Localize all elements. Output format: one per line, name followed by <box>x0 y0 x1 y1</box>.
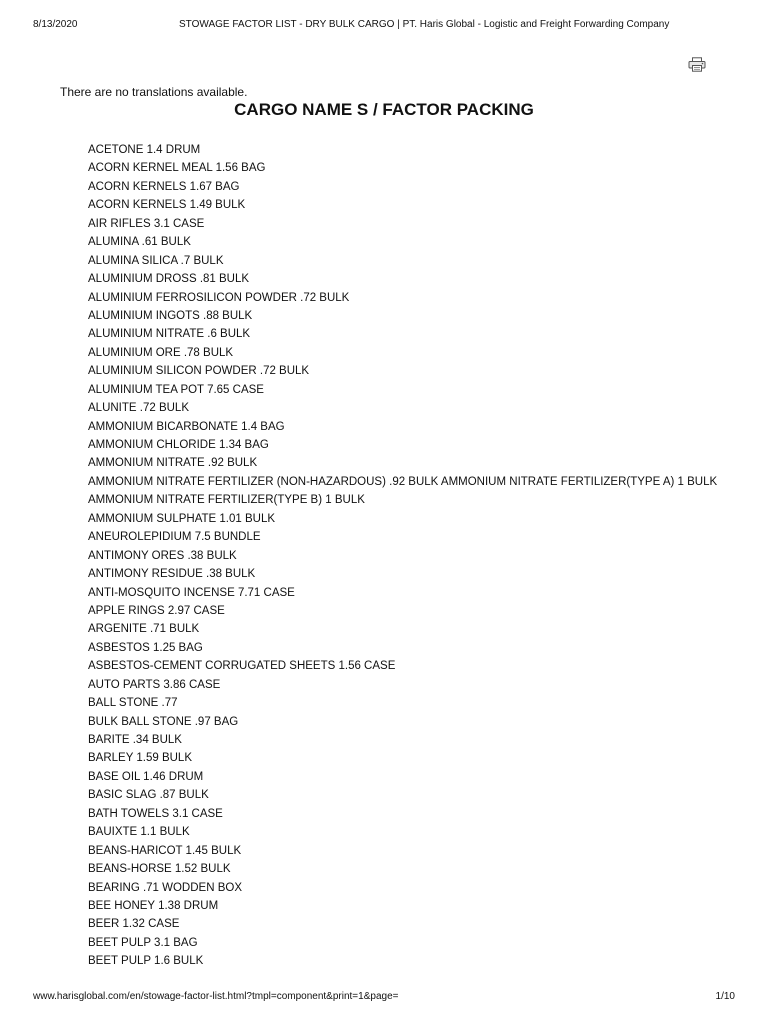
print-date: 8/13/2020 <box>33 19 78 30</box>
list-item: ANTIMONY RESIDUE .38 BULK <box>88 568 256 581</box>
list-item: ACORN KERNELS 1.67 BAG <box>88 180 240 193</box>
list-item: BATH TOWELS 3.1 CASE <box>88 807 223 820</box>
list-item: BULK BALL STONE .97 BAG <box>88 715 239 728</box>
list-item: BALL STONE .77 <box>88 697 178 710</box>
list-item: BARLEY 1.59 BULK <box>88 752 192 765</box>
print-footer <box>33 990 735 1004</box>
list-item: ACETONE 1.4 DRUM <box>88 144 201 156</box>
printer-icon[interactable] <box>688 57 706 72</box>
list-item: ALUMINIUM ORE .78 BULK <box>88 346 234 359</box>
list-item: ALUMINIUM INGOTS .88 BULK <box>88 309 253 322</box>
list-item: AMMONIUM CHLORIDE 1.34 BAG <box>88 439 269 451</box>
list-item: ALUMINIUM TEA POT 7.65 CASE <box>88 383 264 396</box>
list-item: BEANS-HARICOT 1.45 BULK <box>88 844 242 857</box>
list-item: ALUMINIUM NITRATE .6 BULK <box>88 328 251 341</box>
list-item: BEET PULP 1.6 BULK <box>88 955 204 968</box>
list-item: BEARING .71 WODDEN BOX <box>88 881 243 894</box>
list-item: ALUNITE .72 BULK <box>88 402 189 415</box>
footer-url: www.harisglobal.com/en/stowage-factor-list.html?tmpl=component&print=1&page= <box>33 991 399 1002</box>
list-item: ALUMINA .61 BULK <box>88 236 191 249</box>
print-page-title: STOWAGE FACTOR LIST - DRY BULK CARGO | PT. Haris Global - Logistic and Freight Forwarding Company <box>179 19 670 30</box>
print-header <box>33 18 735 32</box>
list-item: ANTIMONY ORES .38 BULK <box>88 549 237 562</box>
list-item: ALUMINIUM FERROSILICON POWDER .72 BULK <box>88 291 350 304</box>
list-item: AMMONIUM NITRATE .92 BULK <box>88 457 258 470</box>
no-translations-notice: There are no translations available. <box>60 85 248 99</box>
list-item: APPLE RINGS 2.97 CASE <box>88 604 225 617</box>
page-title: CARGO NAME S / FACTOR PACKING <box>234 100 534 119</box>
list-item: BEET PULP 3.1 BAG <box>88 936 198 949</box>
list-item: BEER 1.32 CASE <box>88 918 180 931</box>
list-item: AIR RIFLES 3.1 CASE <box>88 217 205 230</box>
list-item: ASBESTOS 1.25 BAG <box>88 641 203 654</box>
cargo-list <box>88 141 748 971</box>
list-item: ALUMINA SILICA .7 BULK <box>88 254 224 267</box>
list-item: AMMONIUM NITRATE FERTILIZER (NON-HAZARDOUS) .92 BULK AMMONIUM NITRATE FERTILIZER(TYPE A) 1 BULK <box>88 475 718 488</box>
list-item: BARITE .34 BULK <box>88 734 182 746</box>
list-item: ARGENITE .71 BULK <box>88 623 200 636</box>
list-item: ACORN KERNEL MEAL 1.56 BAG <box>88 162 266 175</box>
list-item: ACORN KERNELS 1.49 BULK <box>88 199 246 212</box>
list-item: ASBESTOS-CEMENT CORRUGATED SHEETS 1.56 CASE <box>88 660 396 673</box>
list-item: ALUMINIUM DROSS .81 BULK <box>88 273 250 286</box>
list-item: BAUIXTE 1.1 BULK <box>88 826 190 839</box>
list-item: AMMONIUM BICARBONATE 1.4 BAG <box>88 420 285 433</box>
list-item: ANEUROLEPIDIUM 7.5 BUNDLE <box>88 531 261 544</box>
list-item: AUTO PARTS 3.86 CASE <box>88 678 221 691</box>
list-item: ALUMINIUM SILICON POWDER .72 BULK <box>88 365 310 378</box>
list-item: BEE HONEY 1.38 DRUM <box>88 899 219 912</box>
list-item: BASIC SLAG .87 BULK <box>88 789 209 802</box>
list-item: BASE OIL 1.46 DRUM <box>88 770 204 783</box>
list-item: AMMONIUM NITRATE FERTILIZER(TYPE B) 1 BULK <box>88 494 365 507</box>
list-item: AMMONIUM SULPHATE 1.01 BULK <box>88 512 276 525</box>
list-item: ANTI-MOSQUITO INCENSE 7.71 CASE <box>88 586 295 599</box>
page-number: 1/10 <box>715 991 735 1002</box>
list-item: BEANS-HORSE 1.52 BULK <box>88 863 231 876</box>
